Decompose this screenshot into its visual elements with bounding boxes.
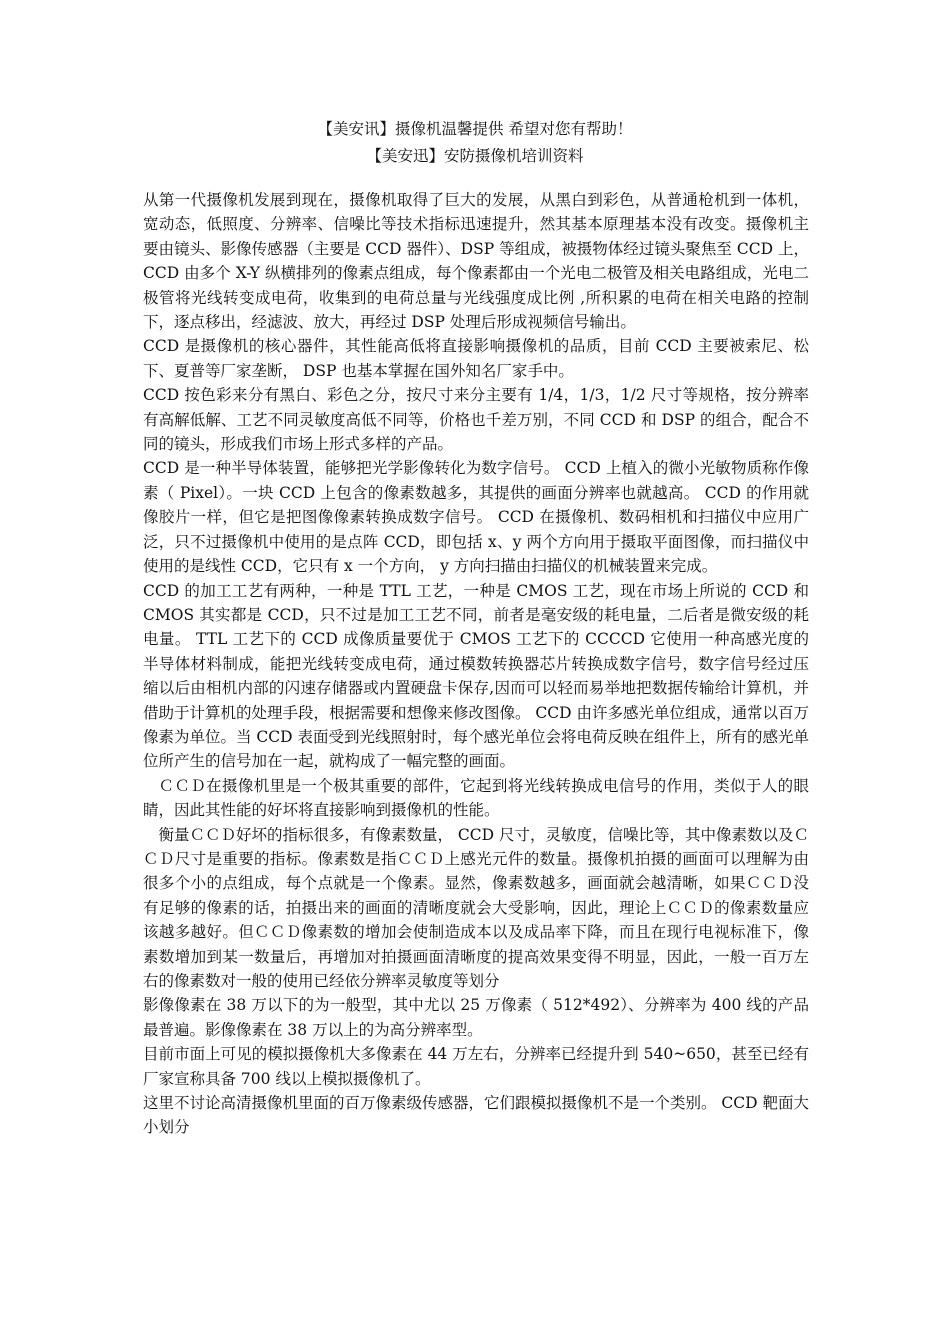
paragraph-2: CCD 是摄像机的核心器件，其性能高低将直接影响摄像机的品质，目前 CCD 主要被索尼、松下、夏普等厂家垄断， DSP 也基本掌握在国外知名厂家手中。 (143, 337, 809, 380)
paragraph-3: CCD 按色彩来分有黑白、彩色之分，按尺寸来分主要有 1/4，1/3，1/2 尺寸等规格，按分辨率有高解低解、工艺不同灵敏度高低不同等，价格也千差万别，不同 CCD 和 DSP 的组合，配合不同的镜头，形成我们市场上形式多样的产品。 (143, 386, 809, 454)
paragraph-7: 衡量ＣＣＤ好坏的指标很多，有像素数量， CCD 尺寸，灵敏度，信噪比等，其中像素数以及ＣＣＤ尺寸是重要的指标。像素数是指ＣＣＤ上感光元件的数量。摄像机拍摄的画面可以理解为由很多个小的点组成，每个点就是一个像素。显然，像素数越多，画面就会越清晰，如果ＣＣＤ没有足够的像素的话，拍摄出来的画面的清晰度就会大受影响，因此，理论上ＣＣＤ的像素数量应该越多越好。但ＣＣＤ像素数的增加会使制造成本以及成品率下降，而且在现行电视标准下，像素数增加到某一数量后，再增加对拍摄画面清晰度的提高效果变得不明显，因此，一般一百万左右的像素数对一般的使用已经依分辨率灵敏度等划分 (143, 825, 810, 990)
document-body (143, 188, 809, 1140)
paragraph-8: 影像像素在 38 万以下的为一般型，其中尤以 25 万像素（ 512*492）、分辨率为 400 线的产品最普遍。影像像素在 38 万以上的为高分辨率型。 (143, 996, 809, 1039)
header-line-2: 【美安迅】安防摄像机培训资料 (366, 147, 584, 165)
paragraph-6: ＣＣＤ在摄像机里是一个极其重要的部件，它起到将光线转换成电信号的作用，类似于人的眼睛，因此其性能的好坏将直接影响到摄像机的性能。 (143, 776, 809, 820)
paragraph-9: 目前市面上可见的模拟摄像机大多像素在 44 万左右，分辨率已经提升到 540~650，甚至已经有厂家宣称具备 700 线以上模拟摄像机了。 (143, 1045, 809, 1088)
paragraph-5: CCD 的加工工艺有两种，一种是 TTL 工艺，一种是 CMOS 工艺，现在市场上所说的 CCD 和 CMOS 其实都是 CCD，只不过是加工工艺不同，前者是毫安级的耗电量，二后者是微安级的耗电量。 TTL 工艺下的 CCD 成像质量要优于 CMOS 工艺下的 CCCCD 它使用一种高感光度的半导体材料制成，能把光线转变成电荷，通过模数转换器芯片转换成数字信号，数字信号经过压缩以后由相机内部的闪速存储器或内置硬盘卡保存,因而可以轻而易举地把数据传输给计算机，并借助于计算机的处理手段，根据需要和想像来修改图像。 CCD 由许多感光单位组成，通常以百万像素为单位。当 CCD 表面受到光线照射时，每个感光单位会将电荷反映在组件上，所有的感光单位所产生的信号加在一起，就构成了一幅完整的画面。 (143, 581, 810, 771)
document-header (0, 116, 950, 170)
paragraph-10: 这里不讨论高清摄像机里面的百万像素级传感器，它们跟模拟摄像机不是一个类别。 CCD 靶面大小划分 (143, 1094, 810, 1137)
paragraph-4: CCD 是一种半导体装置，能够把光学影像转化为数字信号。 CCD 上植入的微小光敏物质称作像素（ Pixel）。一块 CCD 上包含的像素数越多，其提供的画面分辨率也就越高。 CCD 的作用就像胶片一样，但它是把图像像素转换成数字信号。 CCD 在摄像机、数码相机和扫描仪中应用广泛，只不过摄像机中使用的是点阵 CCD，即包括 x、y 两个方向用于摄取平面图像，而扫描仪中使用的是线性 CCD，它只有 x 一个方向， y 方向扫描由扫描仪的机械装置来完成。 (143, 459, 809, 576)
paragraph-1: 从第一代摄像机发展到现在，摄像机取得了巨大的发展，从黑白到彩色，从普通枪机到一体机，宽动态，低照度、分辨率、信噪比等技术指标迅速提升，然其基本原理基本没有改变。摄像机主要由镜头、影像传感器（主要是 CCD 器件）、DSP 等组成，被摄物体经过镜头聚焦至 CCD 上， CCD 由多个 X-Y 纵横排列的像素点组成，每个像素都由一个光电二极管及相关电路组成，光电二极管将光线转变成电荷，收集到的电荷总量与光线强度成比例 ,所积累的电荷在相关电路的控制下，逐点移出，经滤波、放大，再经过 DSP 处理后形成视频信号输出。 (143, 191, 809, 332)
header-line-1: 【美安讯】摄像机温馨提供 希望对您有帮助！ (317, 120, 633, 138)
